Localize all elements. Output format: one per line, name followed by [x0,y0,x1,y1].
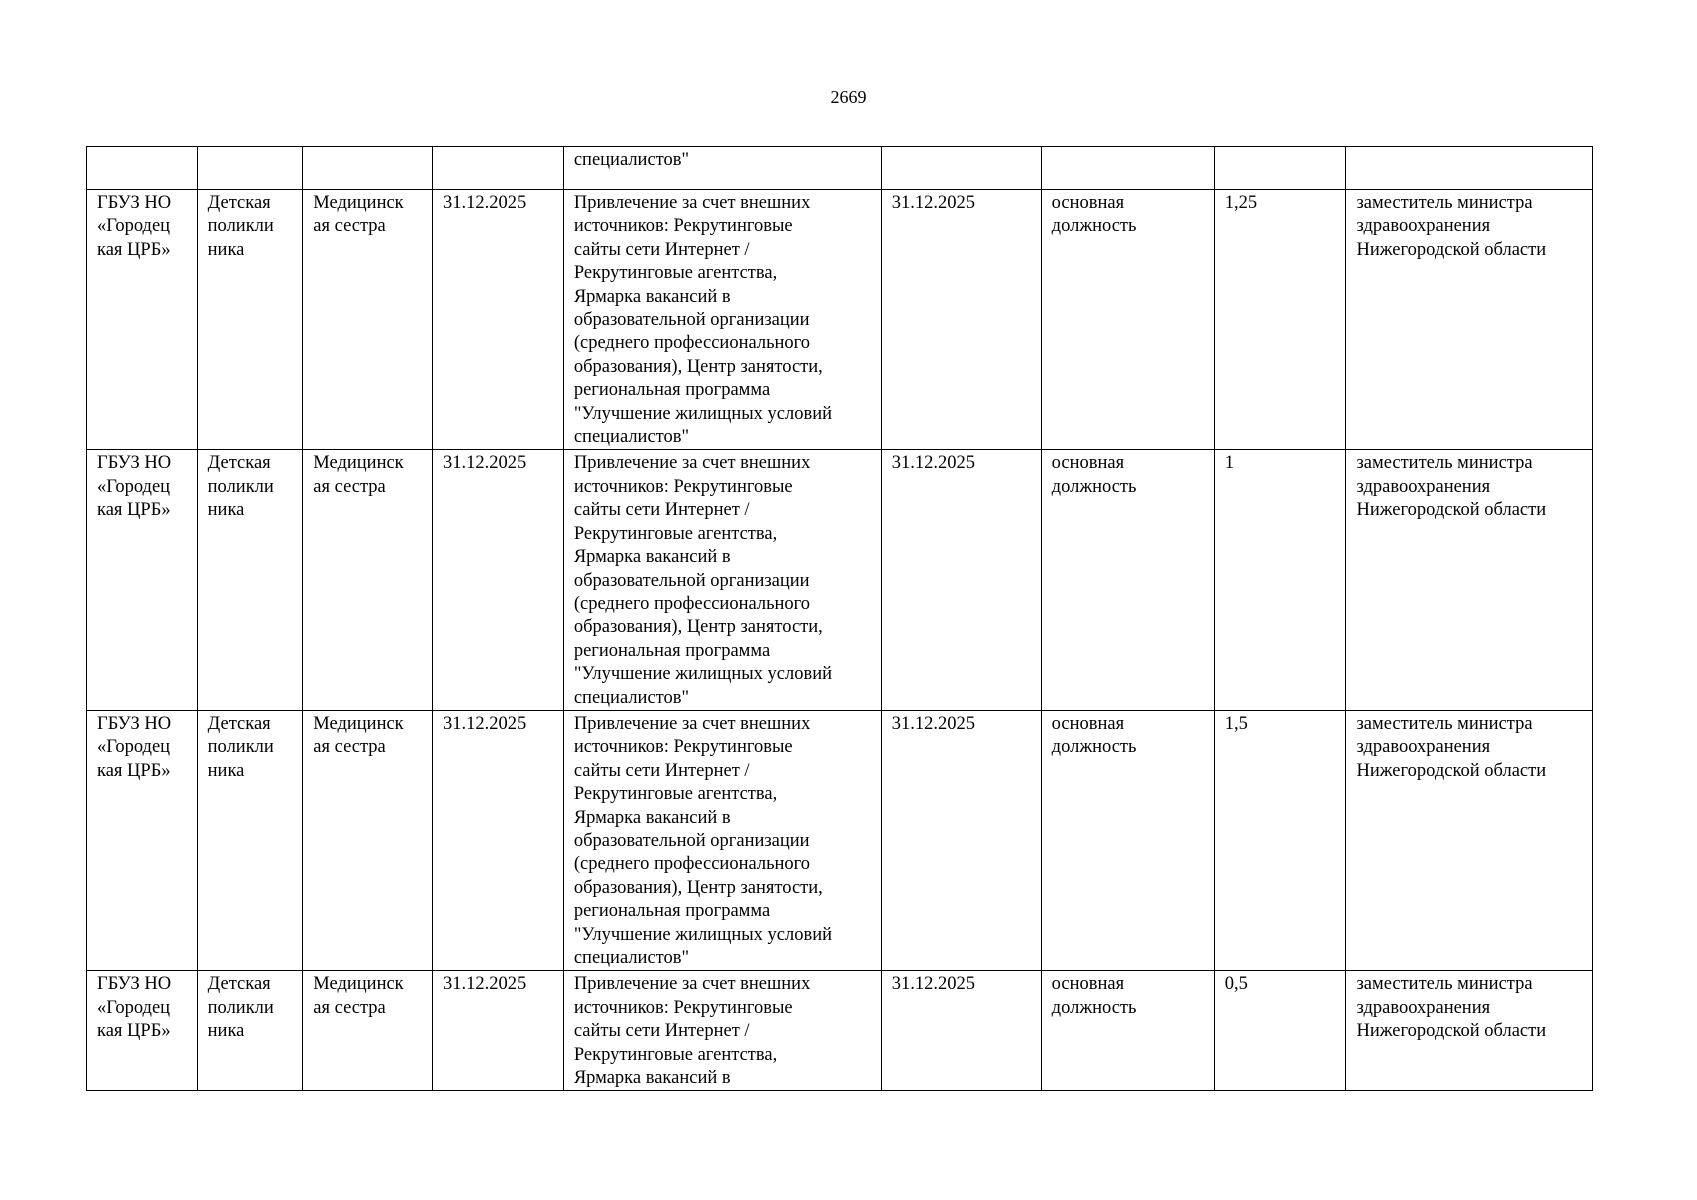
cell-employment [1041,147,1214,190]
cell-department [197,147,303,190]
staffing-table [86,146,1593,1091]
cell-rate: 1,5 [1214,710,1346,970]
page-number: 2669 [830,87,867,107]
cell-date-done: 31.12.2025 [881,450,1041,710]
cell-employment: основная должность [1041,971,1214,1091]
table-row [87,971,1593,1091]
cell-measures: Привлечение за счет внешних источников: Рекрутинговые сайты сети Интернет / Рекрутинговые агентства, Ярмарка вакансий в образовательной организации (среднего профессионального образования), Центр занятости, региональная программа "Улучшение жилищных условий специалистов" [563,190,881,450]
cell-date-need [433,147,564,190]
cell-organization: ГБУЗ НО «Городец кая ЦРБ» [87,971,198,1091]
cell-employment: основная должность [1041,450,1214,710]
cell-date-need: 31.12.2025 [433,971,564,1091]
cell-date-done [881,147,1041,190]
table-row [87,190,1593,450]
cell-date-need: 31.12.2025 [433,710,564,970]
cell-measures: Привлечение за счет внешних источников: Рекрутинговые сайты сети Интернет / Рекрутинговые агентства, Ярмарка вакансий в образовательной организации (среднего профессионального образования), Центр занятости, региональная программа "Улучшение жилищных условий специалистов" [563,450,881,710]
cell-organization: ГБУЗ НО «Городец кая ЦРБ» [87,710,198,970]
cell-position: Медицинск ая сестра [303,710,433,970]
cell-department: Детская поликли ника [197,710,303,970]
cell-rate: 1 [1214,450,1346,710]
cell-position [303,147,433,190]
cell-measures: Привлечение за счет внешних источников: Рекрутинговые сайты сети Интернет / Рекрутинговые агентства, Ярмарка вакансий в образовательной организации (среднего профессионального образования), Центр занятости, региональная программа "Улучшение жилищных условий специалистов" [563,710,881,970]
cell-date-need: 31.12.2025 [433,450,564,710]
table-row-continuation [87,147,1593,190]
cell-date-done: 31.12.2025 [881,190,1041,450]
cell-rate: 1,25 [1214,190,1346,450]
cell-date-done: 31.12.2025 [881,971,1041,1091]
cell-responsible: заместитель министра здравоохранения Нижегородской области [1346,710,1593,970]
cell-responsible: заместитель министра здравоохранения Нижегородской области [1346,450,1593,710]
table-row [87,450,1593,710]
cell-measures: специалистов" [563,147,881,190]
cell-position: Медицинск ая сестра [303,971,433,1091]
cell-rate: 0,5 [1214,971,1346,1091]
cell-department: Детская поликли ника [197,450,303,710]
cell-rate [1214,147,1346,190]
cell-responsible: заместитель министра здравоохранения Нижегородской области [1346,190,1593,450]
table-row [87,710,1593,970]
cell-organization: ГБУЗ НО «Городец кая ЦРБ» [87,190,198,450]
cell-organization: ГБУЗ НО «Городец кая ЦРБ» [87,450,198,710]
cell-measures: Привлечение за счет внешних источников: Рекрутинговые сайты сети Интернет / Рекрутинговые агентства, Ярмарка вакансий в [563,971,881,1091]
cell-department: Детская поликли ника [197,971,303,1091]
cell-date-need: 31.12.2025 [433,190,564,450]
cell-employment: основная должность [1041,190,1214,450]
cell-responsible: заместитель министра здравоохранения Нижегородской области [1346,971,1593,1091]
cell-date-done: 31.12.2025 [881,710,1041,970]
cell-responsible [1346,147,1593,190]
cell-organization [87,147,198,190]
cell-position: Медицинск ая сестра [303,190,433,450]
cell-employment: основная должность [1041,710,1214,970]
cell-department: Детская поликли ника [197,190,303,450]
cell-position: Медицинск ая сестра [303,450,433,710]
